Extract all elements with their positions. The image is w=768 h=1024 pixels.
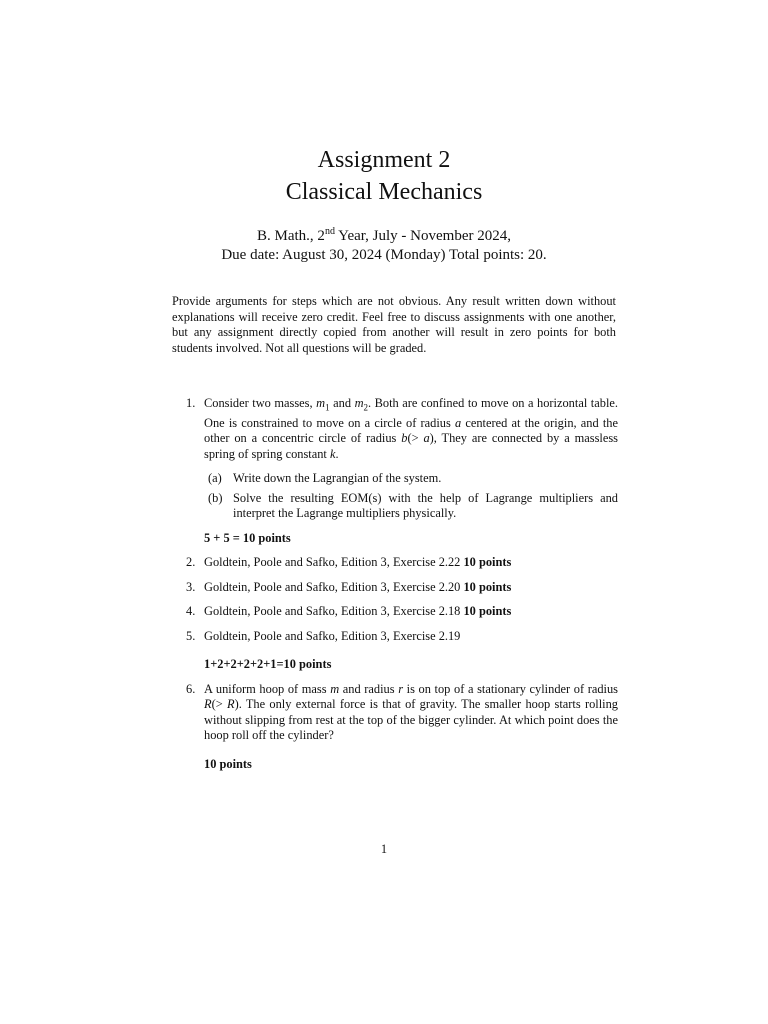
title-block [0, 144, 768, 208]
text-run: ), They are connected by a massless spring of spring constant [204, 431, 618, 461]
text-run: and [329, 396, 355, 410]
program-text: B. Math., 2 [257, 228, 325, 244]
subquestion-text: Solve the resulting EOM(s) with the help of Lagrange multipliers and interpret the Lagrange multipliers physically. [233, 490, 618, 521]
text-run: . Both are confined to move on a horizontal table. One is constrained to move on a circle of radius [204, 396, 618, 430]
question-points: 10 points [463, 604, 512, 619]
question-points: 10 points [463, 579, 512, 594]
text-run: (> [407, 431, 424, 446]
question-list [172, 396, 618, 781]
text-run: A uniform hoop of mass [204, 681, 331, 696]
text-run: ). The only external force is that of gravity. The smaller hoop starts rolling without slipping from rest at the top of the bigger cylinder. At which point does the hoop roll off the cylinder? [204, 697, 618, 743]
assignment-title: Assignment 2 [317, 147, 451, 173]
question-text [204, 604, 618, 620]
math-subscript: 2 [363, 402, 369, 413]
math-var: m [316, 396, 326, 410]
question-number: 2. [186, 555, 196, 570]
math-var: k [329, 446, 336, 461]
question-text: Goldtein, Poole and Safko, Edition 3, Exercise 2.19 [204, 628, 461, 643]
subquestion-b [204, 491, 618, 522]
math-var: a [423, 431, 430, 446]
text-run: centered at the origin, and the other on a concentric circle of radius [204, 415, 618, 446]
math-var: a [454, 415, 462, 430]
question-4 [172, 604, 618, 620]
question-2 [172, 555, 618, 571]
question-6 [172, 682, 618, 773]
text-run: Goldtein, Poole and Safko, Edition 3, Exercise 2.18 [204, 604, 464, 619]
question-number: 6. [186, 681, 196, 696]
subquestion-a [204, 471, 618, 487]
subquestion-label: (b) [208, 490, 223, 505]
question-number: 4. [186, 604, 196, 619]
question-number: 3. [186, 579, 196, 594]
math-var: R [204, 697, 212, 712]
text-run: (> [211, 697, 227, 712]
text-run: is on top of a stationary cylinder of radius [403, 681, 618, 696]
question-points: 1+2+2+2+2+1=10 points [204, 657, 332, 672]
text-run: Goldtein, Poole and Safko, Edition 3, Exercise 2.20 [204, 579, 464, 594]
subquestion-list [204, 471, 618, 522]
question-points: 5 + 5 = 10 points [204, 530, 291, 545]
instructions-paragraph: Provide arguments for steps which are not obvious. Any result written down without explanations will receive zero credit. Feel free to discuss assignments with one another, but any assignment directly copied from another will result in zero points for both students involved. Not all questions will be graded. [172, 294, 616, 355]
question-number: 5. [186, 628, 196, 643]
meta-block [0, 227, 768, 265]
question-text [204, 580, 618, 596]
due-date-line: Due date: August 30, 2024 (Monday) Total points: 20. [221, 247, 547, 263]
math-var: m [354, 396, 364, 410]
question-text [204, 555, 618, 571]
question-5 [172, 629, 618, 673]
question-points: 10 points [204, 756, 252, 771]
question-1 [172, 396, 618, 546]
program-line [0, 227, 768, 246]
text-run: Consider two masses, [204, 396, 317, 410]
text-run: . [335, 446, 339, 461]
math-var: b [401, 431, 408, 446]
question-text [204, 682, 618, 744]
course-title: Classical Mechanics [285, 179, 483, 205]
year-ordinal: nd [324, 226, 335, 237]
question-3 [172, 580, 618, 596]
math-var: r [398, 681, 404, 696]
question-text [204, 396, 618, 462]
math-subscript: 1 [325, 402, 330, 413]
subquestion-label: (a) [208, 471, 222, 486]
text-run: Goldtein, Poole and Safko, Edition 3, Exercise 2.22 [204, 555, 464, 570]
text-run: and radius [339, 681, 399, 696]
page-number: 1 [380, 842, 388, 856]
question-points: 10 points [463, 555, 512, 570]
subquestion-text: Write down the Lagrangian of the system. [233, 471, 442, 486]
math-var: m [330, 681, 340, 696]
question-number: 1. [186, 396, 196, 410]
math-var: R [226, 697, 235, 712]
term-text: Year, July - November 2024, [334, 228, 511, 244]
